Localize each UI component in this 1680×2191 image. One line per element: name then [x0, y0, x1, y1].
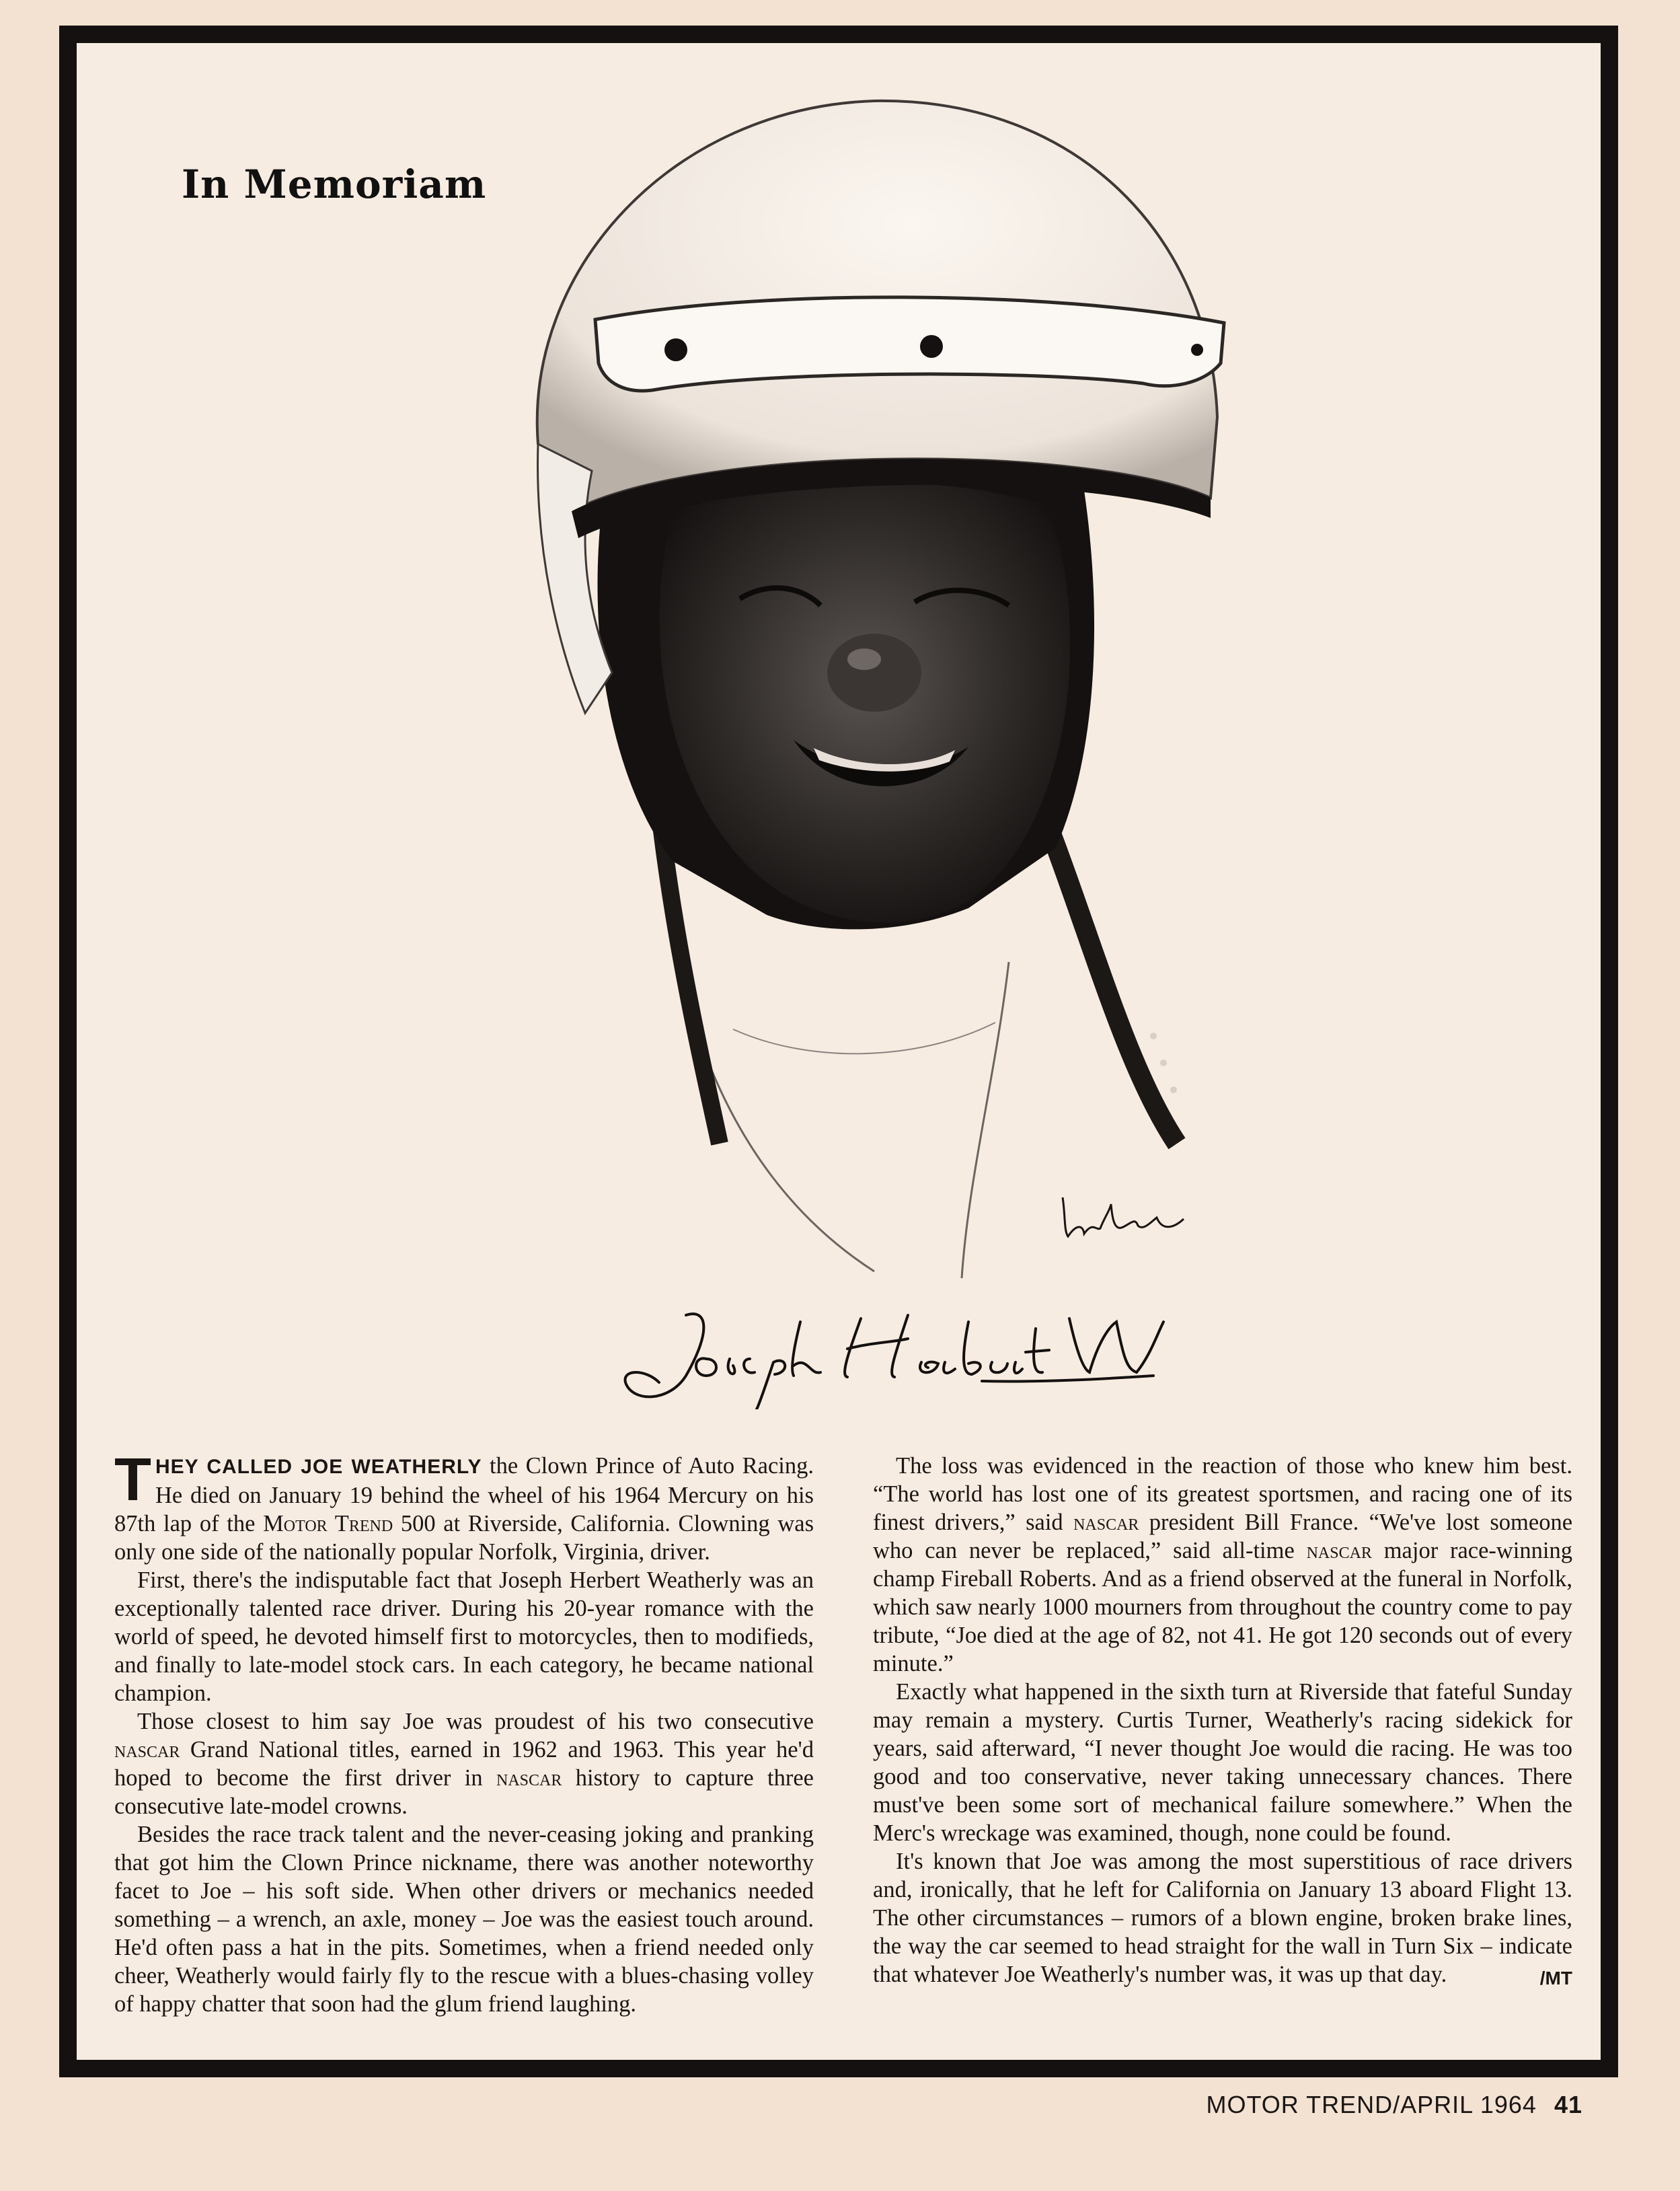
driver-portrait-illustration [498, 67, 1271, 1292]
name-signature-script [605, 1302, 1170, 1409]
nascar-text: nascar [496, 1765, 562, 1791]
article-paragraph: Exactly what happened in the sixth turn at Riverside that fateful Sunday may remain a mystery. Curtis Turner, Weatherly's racing sidekick for years, said afterward, “I never thought Joe would die racing. He was too good and too conservative, never taking unnecessary chances. There must've been some sort of mechanical failure somewhere.” When the Merc's wreckage was examined, though, none could be found. [873, 1679, 1572, 1846]
dropcap: T [114, 1446, 151, 1514]
folio-magazine-date: MOTOR TREND/APRIL 1964 [1206, 2091, 1537, 2118]
paragraph-text: president Bill France. “We've lost someone who can never be replaced,” said all-time [873, 1510, 1573, 1563]
article-paragraph [873, 1452, 1572, 1678]
artist-signature-art [1056, 1184, 1211, 1245]
article-paragraph: First, there's the indisputable fact that Joseph Herbert Weatherly was an exceptionally talented race driver. During his 20-year romance with the world of speed, he devoted himself first to motorcycles, then to modifieds, and finally to late-model stock cars. In each category, he became national champion. [114, 1567, 814, 1706]
lead-in-text: HEY CALLED JOE WEATHERLY [155, 1456, 482, 1478]
article-paragraph [114, 1446, 814, 1566]
nascar-text: nascar [1073, 1510, 1139, 1535]
kicker-heading: In Memoriam [182, 161, 487, 207]
paragraph-text: The loss was evidenced in the reaction of those who knew him best. “The world has lost one of its greatest sportsmen, and racing one of its finest drivers,” said [873, 1453, 1572, 1535]
page-folio [1206, 2091, 1582, 2119]
article-paragraph [873, 1847, 1572, 1989]
paragraph-text: major race-winning champ Fireball Roberts. And as a friend observed at the funeral in Norfolk, which saw nearly 1000 mourners from throughout the country come to pay tribute, “Joe died at the age of 82, not 41. He got 120 seconds out of every minute.” [873, 1538, 1572, 1676]
nascar-text: nascar [114, 1737, 180, 1762]
article-column-left [114, 1446, 814, 2018]
end-mark: /MT [1539, 1968, 1572, 1989]
article-paragraph [114, 1707, 814, 1820]
article-column-right [873, 1452, 1572, 1993]
paragraph-text: history to capture three consecutive late-model crowns. [114, 1765, 814, 1819]
paragraph-text: Those closest to him say Joe was proudest of his two consecutive [137, 1709, 814, 1734]
paragraph-text: 500 at Riverside, California. Clowning was only one side of the nationally popular Norfolk, Virginia, driver. [114, 1511, 814, 1565]
page-number: 41 [1554, 2091, 1582, 2118]
paragraph-text: It's known that Joe was among the most superstitious of race drivers and, ironically, that he left for California on January 13 aboard Flight 13. The other circumstances – rumors of a blown engine, broken brake lines, the way the car seemed to head straight for the wall in Turn Six – indicate that whatever Joe Weatherly's number was, it was up that day. [873, 1849, 1572, 1987]
paragraph-text: Grand National titles, earned in 1962 and 1963. This year he'd hoped to become the first driver in [114, 1737, 814, 1791]
paragraph-text: the Clown Prince of Auto Racing. He died on January 19 behind the wheel of his 1964 Mercury on his 87th lap of the [114, 1453, 814, 1536]
nascar-text: nascar [1306, 1538, 1372, 1563]
magazine-name: Motor Trend [263, 1511, 393, 1536]
article-paragraph: Besides the race track talent and the never-ceasing joking and pranking that got him the Clown Prince nickname, there was another noteworthy facet to Joe – his soft side. When other drivers or mechanics needed something – a wrench, an axle, money – Joe was the easiest touch around. He'd often pass a hat in the pits. Sometimes, when a friend needed only cheer, Weatherly would fairly fly to the rescue with a blues-chasing volley of happy chatter that soon had the glum friend laughing. [114, 1822, 814, 2017]
